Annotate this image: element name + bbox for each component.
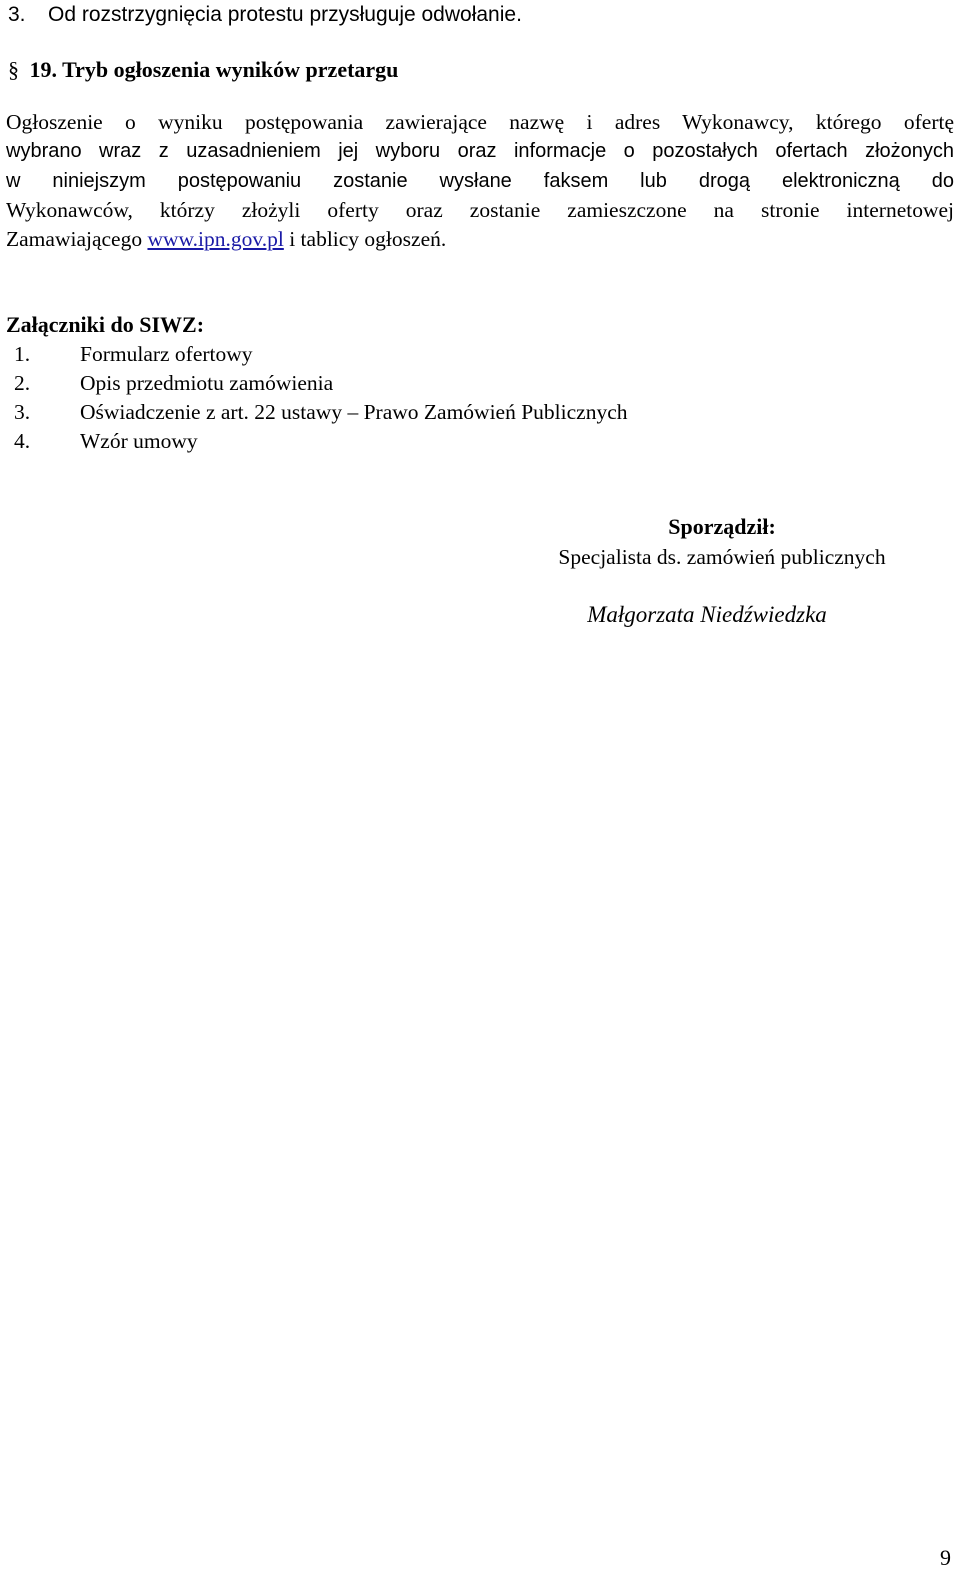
attachment-item (14, 398, 628, 427)
paragraph-line-1: Ogłoszenie o wyniku postępowania zawierające nazwę i adres Wykonawcy, którego ofertę (6, 110, 954, 134)
list-item-text: Od rozstrzygnięcia protestu przysługuje odwołanie. (48, 3, 522, 26)
attachment-item (14, 340, 628, 369)
attachment-text: Formularz ofertowy (80, 342, 253, 366)
signature-block (500, 512, 944, 630)
paragraph-line-5-end: i tablicy ogłoszeń. (283, 227, 447, 252)
section-heading (8, 56, 398, 84)
attachment-text: Wzór umowy (80, 429, 198, 453)
signature-label: Sporządził: (668, 514, 776, 539)
attachments-heading: Załączniki do SIWZ: (6, 312, 205, 337)
paragraph-line-5-start: Zamawiającego (6, 227, 148, 252)
paragraph-line-4: Wykonawców, którzy złożyli oferty oraz zostanie zamieszczone na stronie internetowej (6, 197, 954, 222)
attachment-number: 4. (14, 429, 31, 453)
attachment-number: 1. (14, 342, 31, 366)
list-item-number: 3. (8, 3, 26, 26)
section-title: 19. Tryb ogłoszenia wyników przetargu (29, 57, 399, 82)
paragraph-line-5 (6, 225, 954, 254)
section-symbol: § (8, 57, 19, 82)
attachment-item (14, 427, 628, 456)
attachment-number: 3. (14, 400, 31, 424)
attachments-list (14, 340, 628, 456)
paragraph-line-2: wybrano wraz z uzasadnieniem jej wyboru oraz informacje o pozostałych ofertach złożonych (6, 140, 954, 163)
paragraph-line-3: w niniejszym postępowaniu zostanie wysłane faksem lub drogą elektroniczną do (6, 169, 954, 192)
announcement-paragraph (6, 108, 954, 254)
list-item-3 (8, 2, 522, 28)
attachment-number: 2. (14, 371, 31, 395)
signature-role: Specjalista ds. zamówień publicznych (558, 545, 886, 569)
attachment-text: Oświadczenie z art. 22 ustawy – Prawo Zamówień Publicznych (80, 400, 628, 424)
page-number: 9 (940, 1545, 951, 1570)
attachment-item (14, 369, 628, 398)
signature-name: Małgorzata Niedźwiedzka (587, 602, 827, 627)
attachment-text: Opis przedmiotu zamówienia (80, 371, 334, 395)
website-link[interactable]: www.ipn.gov.pl (147, 227, 284, 252)
